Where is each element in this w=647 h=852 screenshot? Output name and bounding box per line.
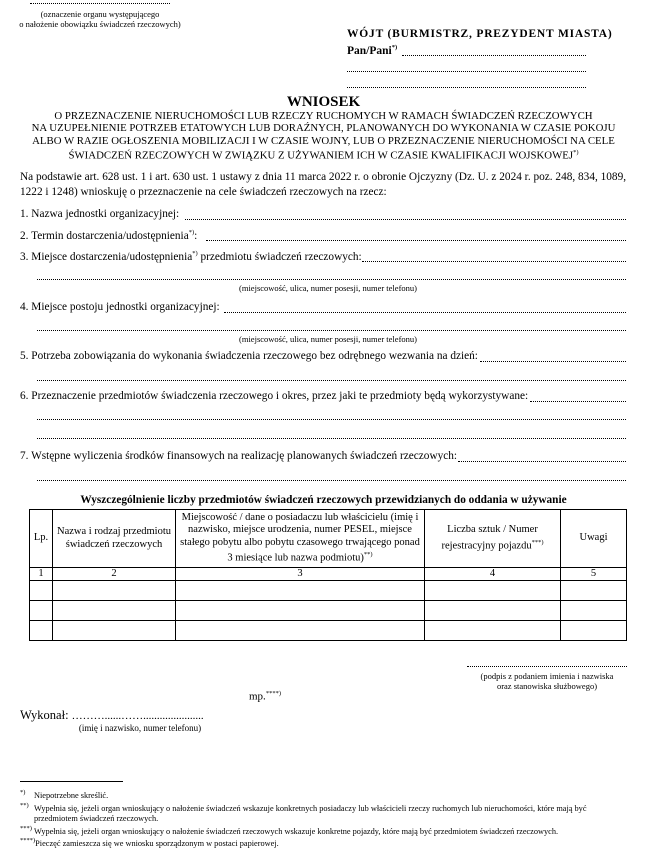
item-7-field[interactable] (458, 461, 626, 462)
organ-caption: (oznaczenie organu występującego o nałożenie obowiązku świadczeń rzeczowych) (19, 9, 181, 29)
form-subtitle: O PRZEZNACZENIE NIERUCHOMOŚCI LUB RZECZY RUCHOMYCH W RAMACH ŚWIADCZEŃ RZECZOWYCH NA UZUPEŁNIENIE POTRZEB ETATOWYCH LUB DORAŹNYCH, PLANOWANYCH DO WYKONANIA W CZASIE POKOJU ALBO W RAZIE OGŁOSZENIA MOBILIZACJI I W CZASIE WOJNY, LUB O PRZEZNACZENIE NIERUCHOMOŚCI NA CELE ŚWIADCZEŃ RZECZOWYCH W ZWIĄZKU Z UŻYWANIEM ICH W CZASIE KWALIFIKACJI WOJSKOWEJ*) (31, 110, 616, 162)
table-cell[interactable] (425, 601, 561, 621)
col-notes-header: Uwagi (561, 510, 627, 568)
col-num: 2 (53, 568, 176, 581)
signature-field[interactable] (467, 666, 627, 667)
item-3-field-2[interactable] (37, 279, 626, 280)
footnote-2-cont: przedmiotem świadczeń rzeczowych. (34, 813, 159, 823)
table-cell[interactable] (30, 621, 53, 641)
item-7-field-2[interactable] (37, 480, 626, 481)
prepared-by-field[interactable]: ………......……...................... (71, 710, 204, 722)
item-4-caption: (miejscowość, ulica, numer posesji, numer telefonu) (239, 334, 417, 344)
col-name-header: Nazwa i rodzaj przedmiotu świadczeń rzeczowych (53, 510, 176, 568)
table-cell[interactable] (30, 601, 53, 621)
prepared-by (20, 708, 204, 723)
item-5-field-2[interactable] (37, 380, 626, 381)
addressee-line-3[interactable] (347, 87, 586, 88)
table-row[interactable] (30, 581, 627, 601)
footnotes (20, 788, 640, 849)
table-number-row (30, 568, 627, 581)
table-row[interactable] (30, 621, 627, 641)
table-cell[interactable] (53, 621, 176, 641)
table-cell[interactable] (561, 581, 627, 601)
item-7-label: 7. Wstępne wyliczenia środków finansowych na realizację planowanych świadczeń rzeczowych: (20, 450, 458, 462)
table-cell[interactable] (561, 601, 627, 621)
table-cell[interactable] (176, 621, 425, 641)
table-cell[interactable] (30, 581, 53, 601)
item-4-field[interactable] (224, 312, 626, 313)
pan-pani-label: Pan/Pani*) (347, 44, 398, 57)
item-6-field-2[interactable] (37, 419, 626, 420)
col-qty-header: Liczba sztuk / Numer rejestracyjny pojazdu***) (425, 510, 561, 568)
item-6-field[interactable] (530, 401, 626, 402)
col-num: 1 (30, 568, 53, 581)
item-3-caption: (miejscowość, ulica, numer posesji, numer telefonu) (239, 283, 417, 293)
footnote-1: *) Niepotrzebne skreślić. (20, 789, 109, 800)
item-5-field[interactable] (480, 361, 626, 362)
prepared-by-caption: (imię i nazwisko, numer telefonu) (78, 723, 202, 733)
table-cell[interactable] (176, 601, 425, 621)
table-cell[interactable] (561, 621, 627, 641)
table-cell[interactable] (425, 621, 561, 641)
table-cell[interactable] (176, 581, 425, 601)
footnote-3: ***) Wypełnia się, jeżeli organ wnioskujący o nałożenie świadczeń rzeczowych wskazuje konkretne pojazdy, które mają być przedmiotem świadczeń rzeczowych. (20, 824, 559, 836)
item-1-label: 1. Nazwa jednostki organizacyjnej: (20, 208, 180, 220)
footnote-4: ****)Pieczęć zamieszcza się we wniosku sporządzonym w postaci papierowej. (20, 837, 279, 849)
table-cell[interactable] (53, 601, 176, 621)
col-owner-header: Miejscowość / dane o posiadaczu lub właścicielu (imię i nazwisko, miejsce urodzenia, numer PESEL, miejsce stałego pobytu albo pobytu czasowego trwającego ponad 3 miesiące lub nazwa podmiotu)**) (176, 510, 425, 568)
item-2-label: 2. Termin dostarczenia/udostępnienia*): (20, 229, 198, 242)
table-row[interactable] (30, 601, 627, 621)
item-5-label: 5. Potrzeba zobowiązania do wykonania świadczenia rzeczowego bez odrębnego wezwania na dzień: (20, 350, 478, 362)
stamp-label: mp.****) (249, 690, 281, 703)
item-4-field-2[interactable] (37, 330, 626, 331)
col-num: 4 (425, 568, 561, 581)
item-4-label: 4. Miejsce postoju jednostki organizacyjnej: (20, 301, 220, 313)
footnote-2: **) Wypełnia się, jeżeli organ wnioskujący o nałożenie świadczeń wskazuje konkretnych posiadaczy lub właścicieli rzeczy ruchomych lub nieruchomości, które mają być (20, 801, 587, 813)
item-6-label: 6. Przeznaczenie przedmiotów świadczenia rzeczowego i okres, przez jaki te przedmioty będą wykorzystywane: (20, 390, 529, 402)
signature-caption: (podpis z podaniem imienia i nazwiska oraz stanowiska służbowego) (480, 671, 614, 691)
legal-basis-text: Na podstawie art. 628 ust. 1 i art. 630 ust. 1 ustawy z dnia 11 marca 2022 r. o obronie Ojczyzny (Dz. U. z 2024 r. poz. 248, 834, 1089, 1222 i 1248) wnioskuję o przeznaczenie na cele świadczeń rzeczowych na rzecz: (20, 171, 627, 198)
addressee-line-2[interactable] (347, 71, 586, 72)
table-heading: Wyszczególnienie liczby przedmiotów świadczeń rzeczowych przewidzianych do oddania w używanie (80, 494, 567, 506)
item-3-label: 3. Miejsce dostarczenia/udostępnienia*) przedmiotu świadczeń rzeczowych: (20, 250, 362, 263)
footnote-rule (20, 781, 123, 782)
item-1-field[interactable] (185, 219, 626, 220)
prepared-by-label: Wykonał: (20, 708, 69, 722)
addressee-line-1[interactable] (402, 55, 586, 56)
item-2-field[interactable] (206, 240, 626, 241)
col-num: 5 (561, 568, 627, 581)
col-num: 3 (176, 568, 425, 581)
items-table (29, 509, 627, 641)
table-cell[interactable] (53, 581, 176, 601)
item-3-field[interactable] (362, 261, 626, 262)
form-title: WNIOSEK (286, 94, 361, 110)
table-header-row (30, 510, 627, 568)
table-cell[interactable] (425, 581, 561, 601)
organ-field[interactable] (30, 3, 170, 4)
item-6-field-3[interactable] (37, 438, 626, 439)
col-lp-header: Lp. (30, 510, 53, 568)
addressee-title: WÓJT (BURMISTRZ, PREZYDENT MIASTA) (347, 28, 613, 40)
